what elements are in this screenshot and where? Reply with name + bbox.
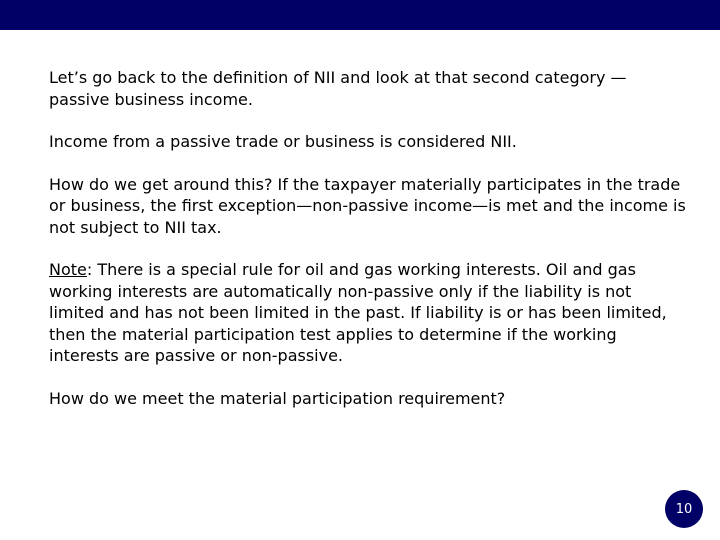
paragraph-definition: Let’s go back to the definition of NII and look at that second category — passive business income.	[49, 68, 627, 109]
page-number: 10	[675, 501, 693, 517]
note-label: Note	[49, 260, 87, 279]
slide-body	[49, 67, 689, 409]
paragraph-exception: How do we get around this? If the taxpayer materially participates in the trade or business, the first exception—non-passive income—is met and the income is not subject to NII tax.	[49, 174, 686, 237]
paragraph-note	[49, 259, 689, 367]
paragraph-passive-income: Income from a passive trade or business is considered NII.	[49, 132, 517, 151]
note-text: : There is a special rule for oil and gas working interests. Oil and gas working interests are automatically non-passive only if the liability is not limited and has not been limited in the past. If liability is or has been limited, then the material participation test applies to determine if the working interests are passive or non-passive.	[49, 260, 667, 365]
paragraph-question: How do we meet the material participation requirement?	[49, 388, 506, 408]
page-number-badge	[665, 490, 703, 528]
header-bar	[0, 0, 720, 30]
